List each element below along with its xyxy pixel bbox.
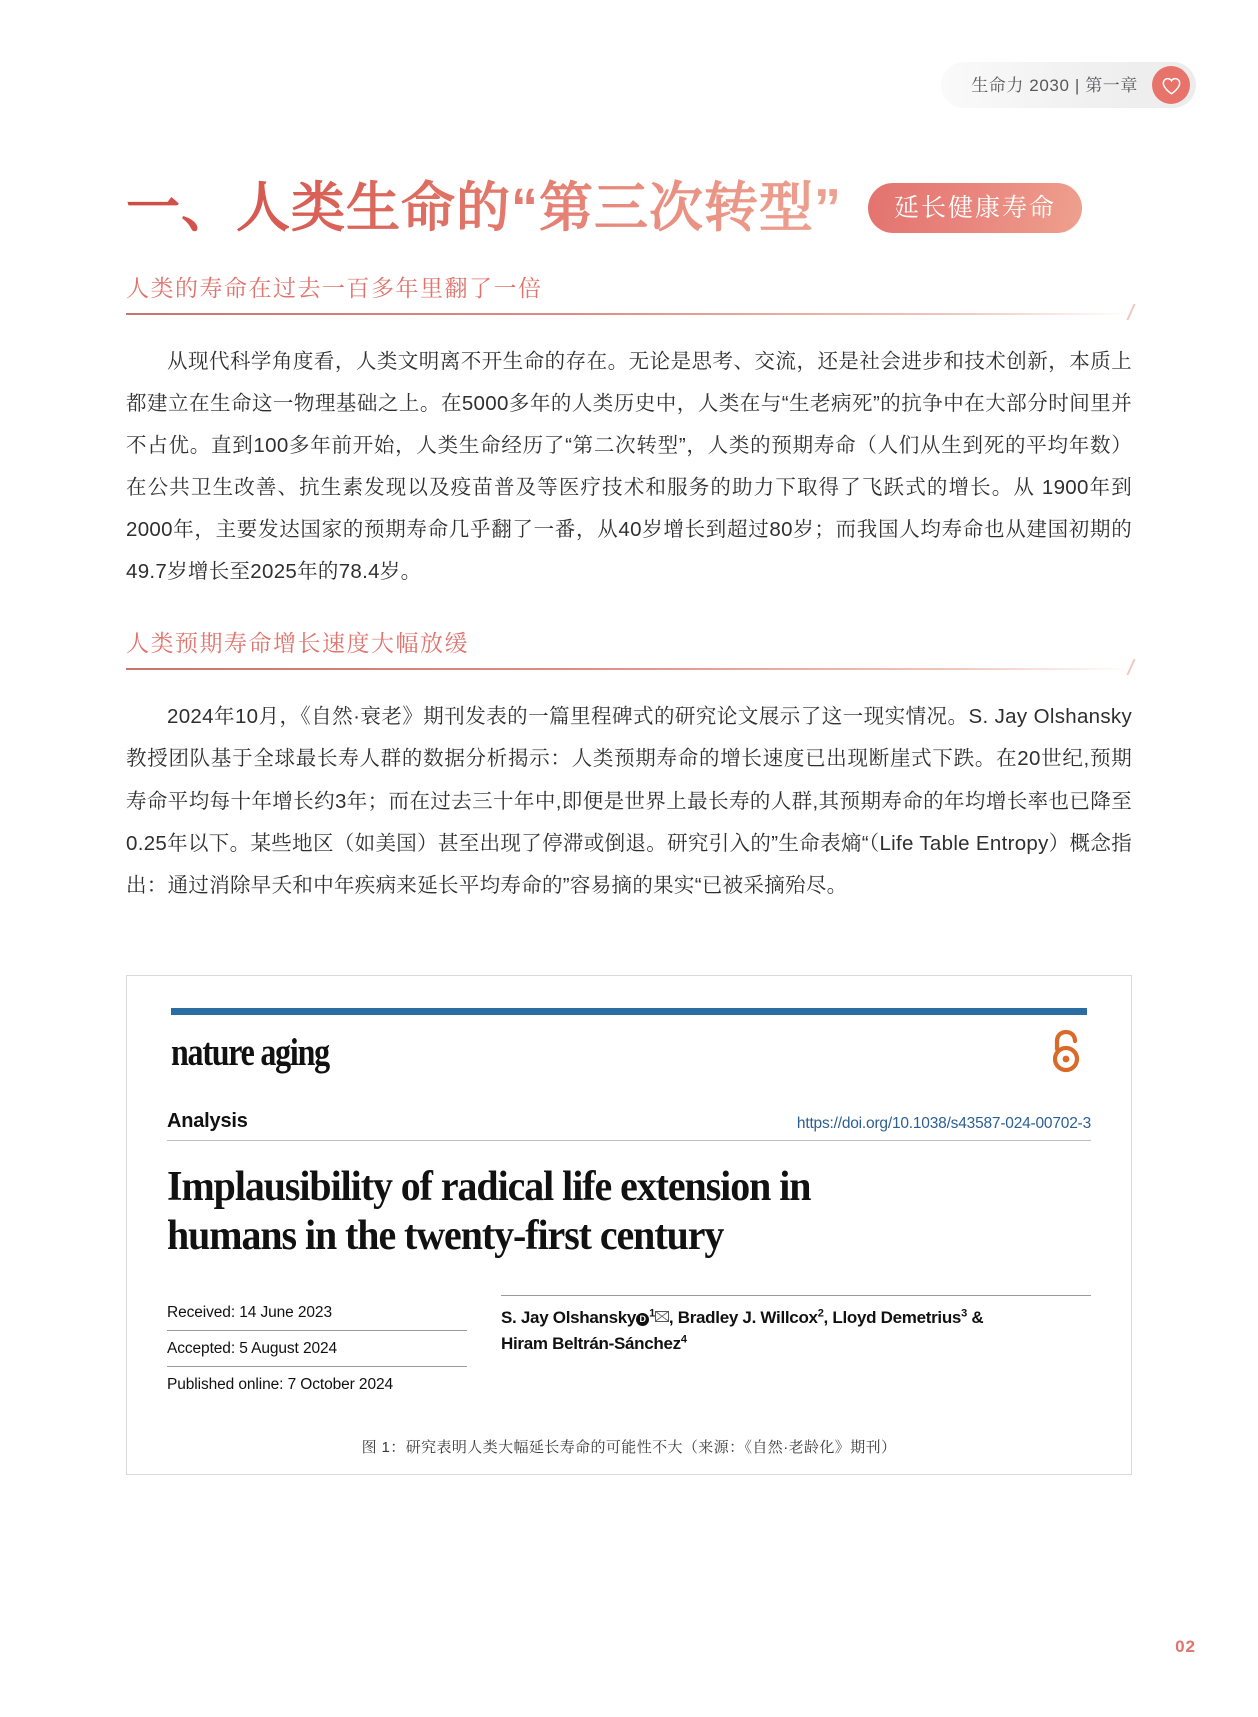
article-type: Analysis (167, 1110, 248, 1132)
section-1-paragraph: 从现代科学角度看，人类文明离不开生命的存在。无论是思考、交流，还是社会进步和技术创新，本质上都建立在生命这一物理基础之上。在5000多年的人类历史中，人类在与“生老病死”的抗争中在大部分时间里并不占优。直到100多年前开始，人类生命经历了“第二次转型”，人类的预期寿命（人们从生到死的平均年数）在公共卫生改善、抗生素发现以及疫苗普及等医疗技术和服务的助力下取得了飞跃式的增长。从 1900年到2000年，主要发达国家的预期寿命几乎翻了一番，从40岁增长到超过80岁；而我国人均寿命也从建国初期的49.7岁增长至2025年的78.4岁。 (126, 350, 1132, 584)
authors-ampersand: & (966, 1308, 984, 1328)
paper-title (167, 1163, 1045, 1261)
heart-icon (1152, 66, 1190, 104)
orcid-icon: D (636, 1313, 649, 1326)
section-1-divider (126, 313, 1132, 315)
author-1: S. Jay Olshansky (501, 1308, 637, 1328)
article-body (126, 272, 1132, 941)
section-2-divider (126, 668, 1132, 670)
article-meta-row (167, 1110, 1091, 1141)
journal-masthead (167, 1008, 1091, 1080)
accepted-date: Accepted: 5 August 2024 (167, 1331, 467, 1367)
running-header-text: 生命力 2030 | 第一章 (971, 75, 1138, 95)
published-date: Published online: 7 October 2024 (167, 1376, 394, 1394)
section-2-paragraph: 2024年10月，《自然·衰老》期刊发表的一篇里程碑式的研究论文展示了这一现实情况。S. Jay Olshansky 教授团队基于全球最长寿人群的数据分析揭示：人类预期寿命的增长速度已出现断崖式下跌。在20世纪,预期寿命平均每十年增长约3年；而在过去三十年中,即便是世界上最长寿的人群,其预期寿命的年均增长率也已降至0.25年以下。某些地区（如美国）甚至出现了停滞或倒退。研究引入的”生命表熵“（Life Table Entropy）概念指出：通过消除早夭和中年疾病来延长平均寿命的”容易摘的果实“已被采摘殆尽。 (126, 705, 1132, 897)
doi-link[interactable]: https://doi.org/10.1038/s43587-024-00702-3 (796, 1115, 1091, 1132)
paper-title-line-2: humans in the twenty-first century (167, 1213, 724, 1260)
author-1-affiliation: 1 (649, 1307, 655, 1320)
envelope-icon (655, 1311, 669, 1322)
title-badge: 延长健康寿命 (868, 183, 1082, 233)
section-2 (126, 627, 1132, 906)
paper-dates (167, 1295, 467, 1402)
figure-card (126, 975, 1132, 1475)
page-number: 02 (1175, 1637, 1196, 1656)
received-date: Received: 14 June 2023 (167, 1295, 467, 1331)
page-title: 一、人类生命的“第三次转型” (126, 178, 842, 238)
journal-accent-rule (171, 1008, 1087, 1015)
section-2-heading: 人类预期寿命增长速度大幅放缓 (126, 630, 469, 657)
author-4: Hiram Beltrán-Sánchez (501, 1333, 681, 1353)
journal-name: nature aging (171, 1031, 329, 1075)
section-1 (126, 272, 1132, 593)
authors-line-2 (501, 1331, 1091, 1357)
author-2-affiliation: 2 (817, 1307, 824, 1320)
author-2: , Bradley J. Willcox (668, 1308, 818, 1328)
paper-authors (501, 1295, 1091, 1402)
author-4-affiliation: 4 (680, 1333, 687, 1346)
author-3-affiliation: 3 (961, 1307, 967, 1320)
open-access-icon (1045, 1027, 1087, 1080)
author-3: , Lloyd Demetrius (823, 1308, 962, 1328)
section-1-heading: 人类的寿命在过去一百多年里翻了一倍 (126, 275, 543, 301)
page-title-row (126, 178, 1132, 238)
paper-title-line-1: Implausibility of radical life extension in (167, 1164, 811, 1210)
authors-line-1 (501, 1305, 1091, 1331)
paper-footer (167, 1295, 1091, 1402)
figure-caption: 图 1：研究表明人类大幅延长寿命的可能性不大（来源：《自然·老龄化》期刊） (361, 1439, 897, 1457)
running-header (941, 62, 1196, 108)
